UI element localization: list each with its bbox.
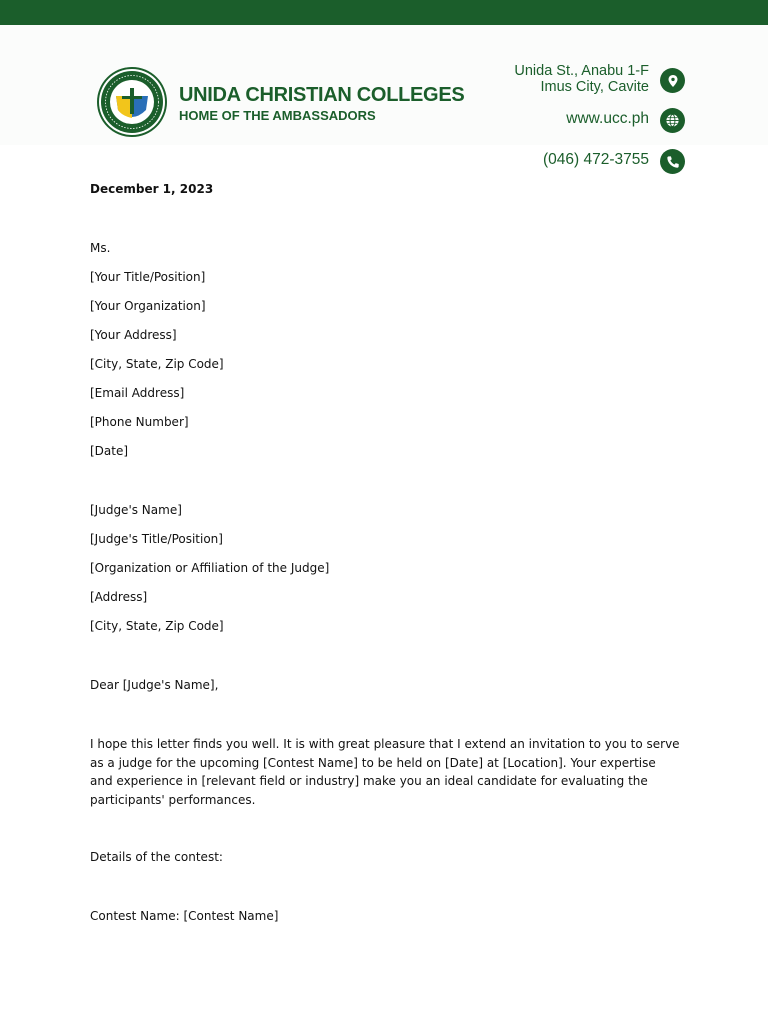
recipient-line: [Address] bbox=[90, 590, 148, 604]
top-accent-bar bbox=[0, 0, 768, 25]
college-name: UNIDA CHRISTIAN COLLEGES bbox=[179, 84, 465, 106]
sender-line: Ms. bbox=[90, 241, 111, 255]
letter-body bbox=[90, 180, 680, 936]
recipient-block bbox=[90, 501, 680, 646]
contact-phone: (046) 472-3755 bbox=[543, 151, 649, 168]
contact-website[interactable]: www.ucc.ph bbox=[566, 110, 649, 127]
address-line-2: Imus City, Cavite bbox=[540, 79, 649, 95]
sender-line: [Date] bbox=[90, 444, 129, 458]
letter-date: December 1, 2023 bbox=[90, 182, 214, 196]
sender-line: [Your Address] bbox=[90, 328, 177, 342]
body-paragraph: I hope this letter finds you well. It is with great pleasure that I extend an invitation to you to serve as a judge for the upcoming [Contest Name] to be held on [Date] at [Location]. Your expertise and experience in [relevant field or industry] make you an ideal candidate for evaluating the participants' performances. bbox=[90, 737, 680, 807]
salutation: Dear [Judge's Name], bbox=[90, 678, 219, 692]
sender-line: [Your Organization] bbox=[90, 299, 206, 313]
recipient-line: [Judge's Name] bbox=[90, 503, 182, 517]
spacer bbox=[90, 705, 680, 735]
college-tagline: HOME OF THE AMBASSADORS bbox=[179, 108, 376, 123]
sender-line: [City, State, Zip Code] bbox=[90, 357, 224, 371]
details-heading: Details of the contest: bbox=[90, 850, 223, 864]
spacer bbox=[90, 877, 680, 907]
sender-line: [Email Address] bbox=[90, 386, 185, 400]
sender-block bbox=[90, 239, 680, 471]
phone-icon bbox=[660, 149, 685, 174]
recipient-line: [City, State, Zip Code] bbox=[90, 619, 224, 633]
spacer bbox=[90, 471, 680, 501]
recipient-line: [Organization or Affiliation of the Judge] bbox=[90, 561, 330, 575]
spacer bbox=[90, 646, 680, 676]
sender-line: [Your Title/Position] bbox=[90, 270, 206, 284]
contest-name-line: Contest Name: [Contest Name] bbox=[90, 909, 279, 923]
location-pin-icon bbox=[660, 68, 685, 93]
globe-icon bbox=[660, 108, 685, 133]
sender-line: [Phone Number] bbox=[90, 415, 189, 429]
college-seal-icon bbox=[96, 66, 168, 138]
recipient-line: [Judge's Title/Position] bbox=[90, 532, 223, 546]
address-line-1: Unida St., Anabu 1-F bbox=[514, 63, 649, 79]
contact-address bbox=[514, 63, 649, 95]
spacer bbox=[90, 209, 680, 239]
